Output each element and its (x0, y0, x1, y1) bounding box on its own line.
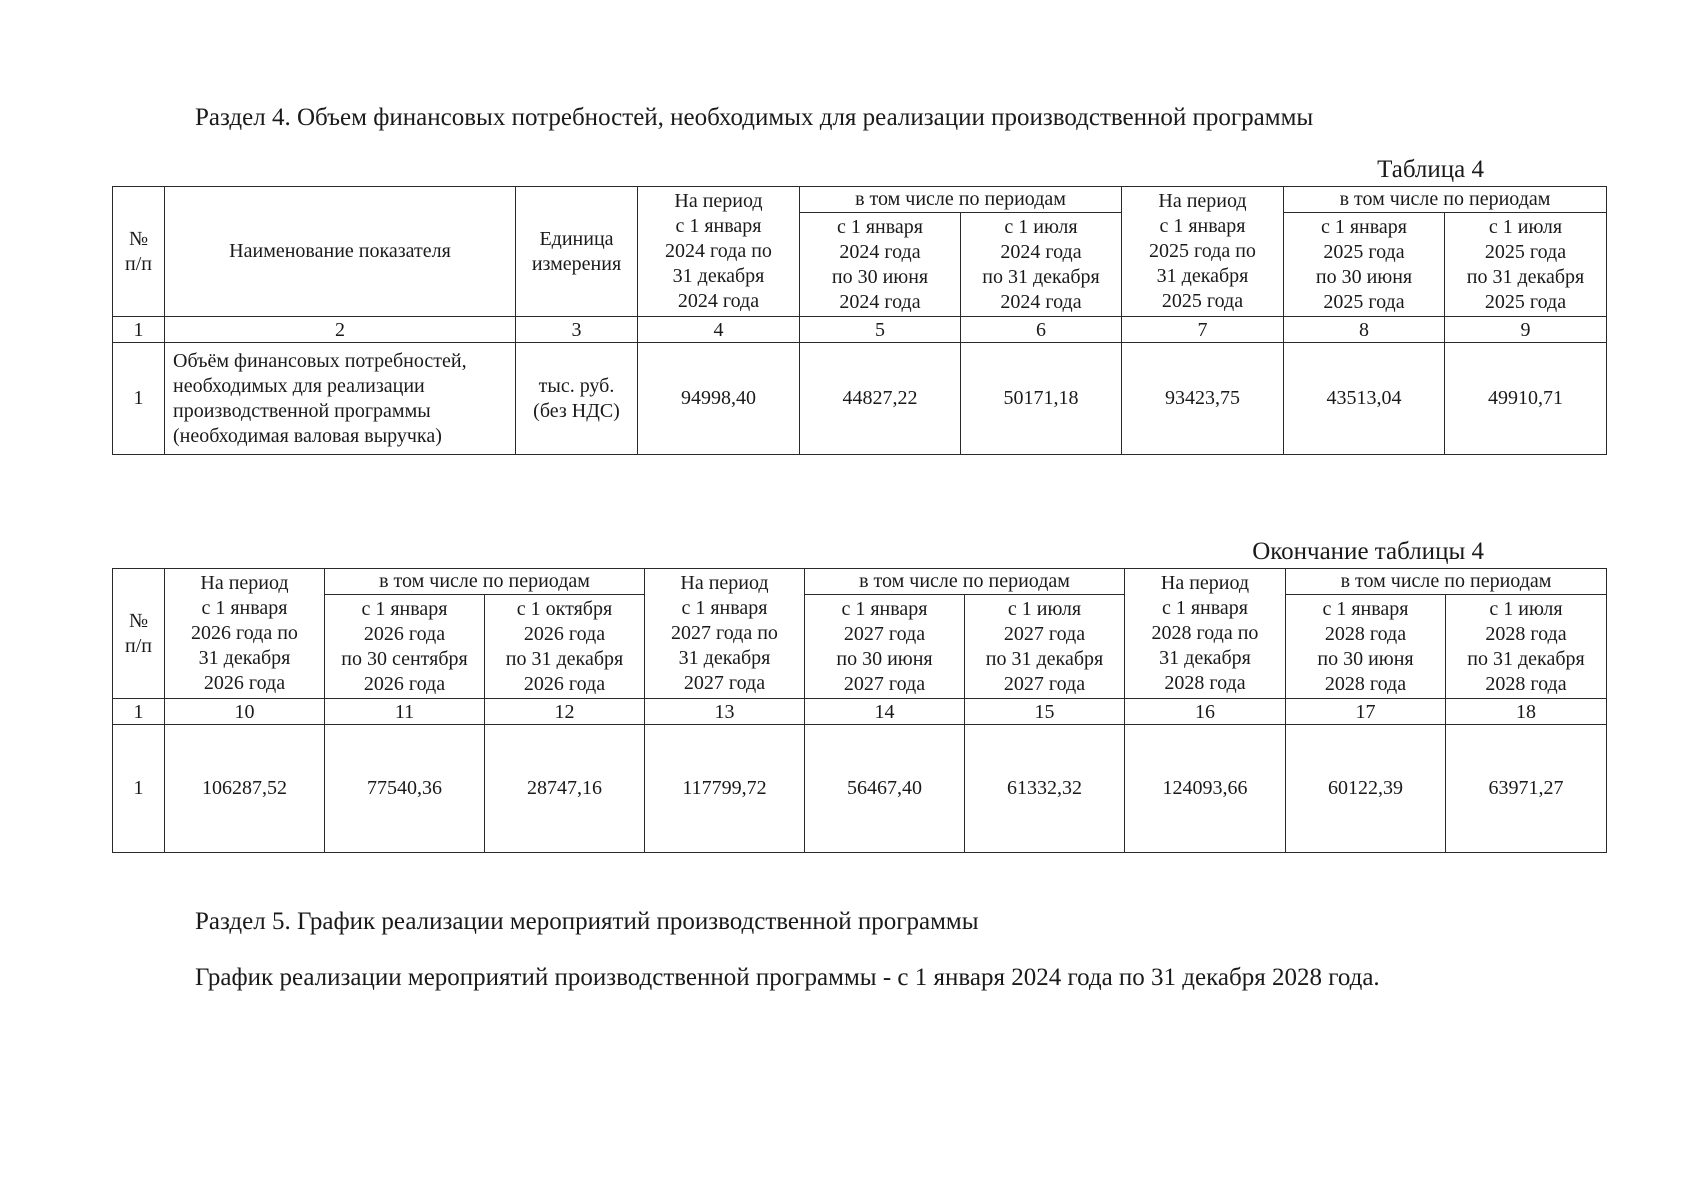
header-num: № п/п (113, 569, 165, 699)
header-incl-periods-2026: в том числе по периодам (325, 569, 645, 595)
col-number: 10 (165, 699, 325, 725)
value-cell: 93423,75 (1122, 343, 1284, 455)
table-4-end-caption: Окончание таблицы 4 (1252, 538, 1484, 565)
col-number: 13 (645, 699, 805, 725)
header-period-2028: На период с 1 января 2028 года по 31 декабря 2028 года (1125, 569, 1286, 699)
col-number: 12 (485, 699, 645, 725)
table-4-caption: Таблица 4 (1377, 156, 1484, 183)
header-period-2025: На период с 1 января 2025 года по 31 декабря 2025 года (1122, 187, 1284, 317)
col-number: 8 (1284, 317, 1445, 343)
header-period-2027: На период с 1 января 2027 года по 31 декабря 2027 года (645, 569, 805, 699)
header-name: Наименование показателя (165, 187, 516, 317)
value-cell: 49910,71 (1445, 343, 1607, 455)
col-number: 7 (1122, 317, 1284, 343)
col-number: 4 (638, 317, 800, 343)
header-2024-h1: с 1 января 2024 года по 30 июня 2024 года (800, 213, 961, 317)
header-2025-h1: с 1 января 2025 года по 30 июня 2025 года (1284, 213, 1445, 317)
col-number: 6 (961, 317, 1122, 343)
value-cell: 94998,40 (638, 343, 800, 455)
col-number: 9 (1445, 317, 1607, 343)
col-number: 3 (516, 317, 638, 343)
value-cell: 61332,32 (965, 725, 1125, 853)
section-4-title: Раздел 4. Объем финансовых потребностей, необходимых для реализации производственной программы (195, 104, 1314, 131)
header-num: № п/п (113, 187, 165, 317)
header-2026-b: с 1 октября 2026 года по 31 декабря 2026 года (485, 595, 645, 699)
header-incl-periods-2028: в том числе по периодам (1286, 569, 1607, 595)
col-number: 18 (1446, 699, 1607, 725)
header-period-2024: На период с 1 января 2024 года по 31 декабря 2024 года (638, 187, 800, 317)
table-row (113, 343, 1607, 455)
col-number: 1 (113, 699, 165, 725)
header-2024-h2: с 1 июля 2024 года по 31 декабря 2024 года (961, 213, 1122, 317)
value-cell: 60122,39 (1286, 725, 1446, 853)
header-2028-h2: с 1 июля 2028 года по 31 декабря 2028 года (1446, 595, 1607, 699)
col-number: 5 (800, 317, 961, 343)
col-number: 11 (325, 699, 485, 725)
section-5-title: Раздел 5. График реализации мероприятий производственной программы (195, 908, 979, 935)
table-row (113, 725, 1607, 853)
header-2027-h1: с 1 января 2027 года по 30 июня 2027 года (805, 595, 965, 699)
value-cell: 63971,27 (1446, 725, 1607, 853)
col-number: 17 (1286, 699, 1446, 725)
header-incl-periods-2025: в том числе по периодам (1284, 187, 1607, 213)
header-2027-h2: с 1 июля 2027 года по 31 декабря 2027 года (965, 595, 1125, 699)
table-4-continuation (112, 568, 1607, 853)
table-4 (112, 186, 1607, 455)
col-number: 16 (1125, 699, 1286, 725)
header-period-2026: На период с 1 января 2026 года по 31 декабря 2026 года (165, 569, 325, 699)
value-cell: 117799,72 (645, 725, 805, 853)
value-cell: 43513,04 (1284, 343, 1445, 455)
col-number: 14 (805, 699, 965, 725)
value-cell: 77540,36 (325, 725, 485, 853)
header-incl-periods-2027: в том числе по периодам (805, 569, 1125, 595)
header-2025-h2: с 1 июля 2025 года по 31 декабря 2025 года (1445, 213, 1607, 317)
row-indicator-name: Объём финансовых потребностей, необходимых для реализации производственной программы (необходимая валовая выручка) (165, 343, 516, 455)
header-2026-a: с 1 января 2026 года по 30 сентября 2026 года (325, 595, 485, 699)
col-number: 2 (165, 317, 516, 343)
header-incl-periods-2024: в том числе по периодам (800, 187, 1122, 213)
value-cell: 56467,40 (805, 725, 965, 853)
value-cell: 50171,18 (961, 343, 1122, 455)
header-unit: Единица измерения (516, 187, 638, 317)
value-cell: 28747,16 (485, 725, 645, 853)
value-cell: 44827,22 (800, 343, 961, 455)
value-cell: 124093,66 (1125, 725, 1286, 853)
header-2028-h1: с 1 января 2028 года по 30 июня 2028 года (1286, 595, 1446, 699)
col-number: 15 (965, 699, 1125, 725)
value-cell: 106287,52 (165, 725, 325, 853)
section-5-text: График реализации мероприятий производственной программы - с 1 января 2024 года по 31 декабря 2028 года. (195, 964, 1380, 991)
row-num: 1 (113, 725, 165, 853)
row-num: 1 (113, 343, 165, 455)
col-number: 1 (113, 317, 165, 343)
row-unit: тыс. руб. (без НДС) (516, 343, 638, 455)
